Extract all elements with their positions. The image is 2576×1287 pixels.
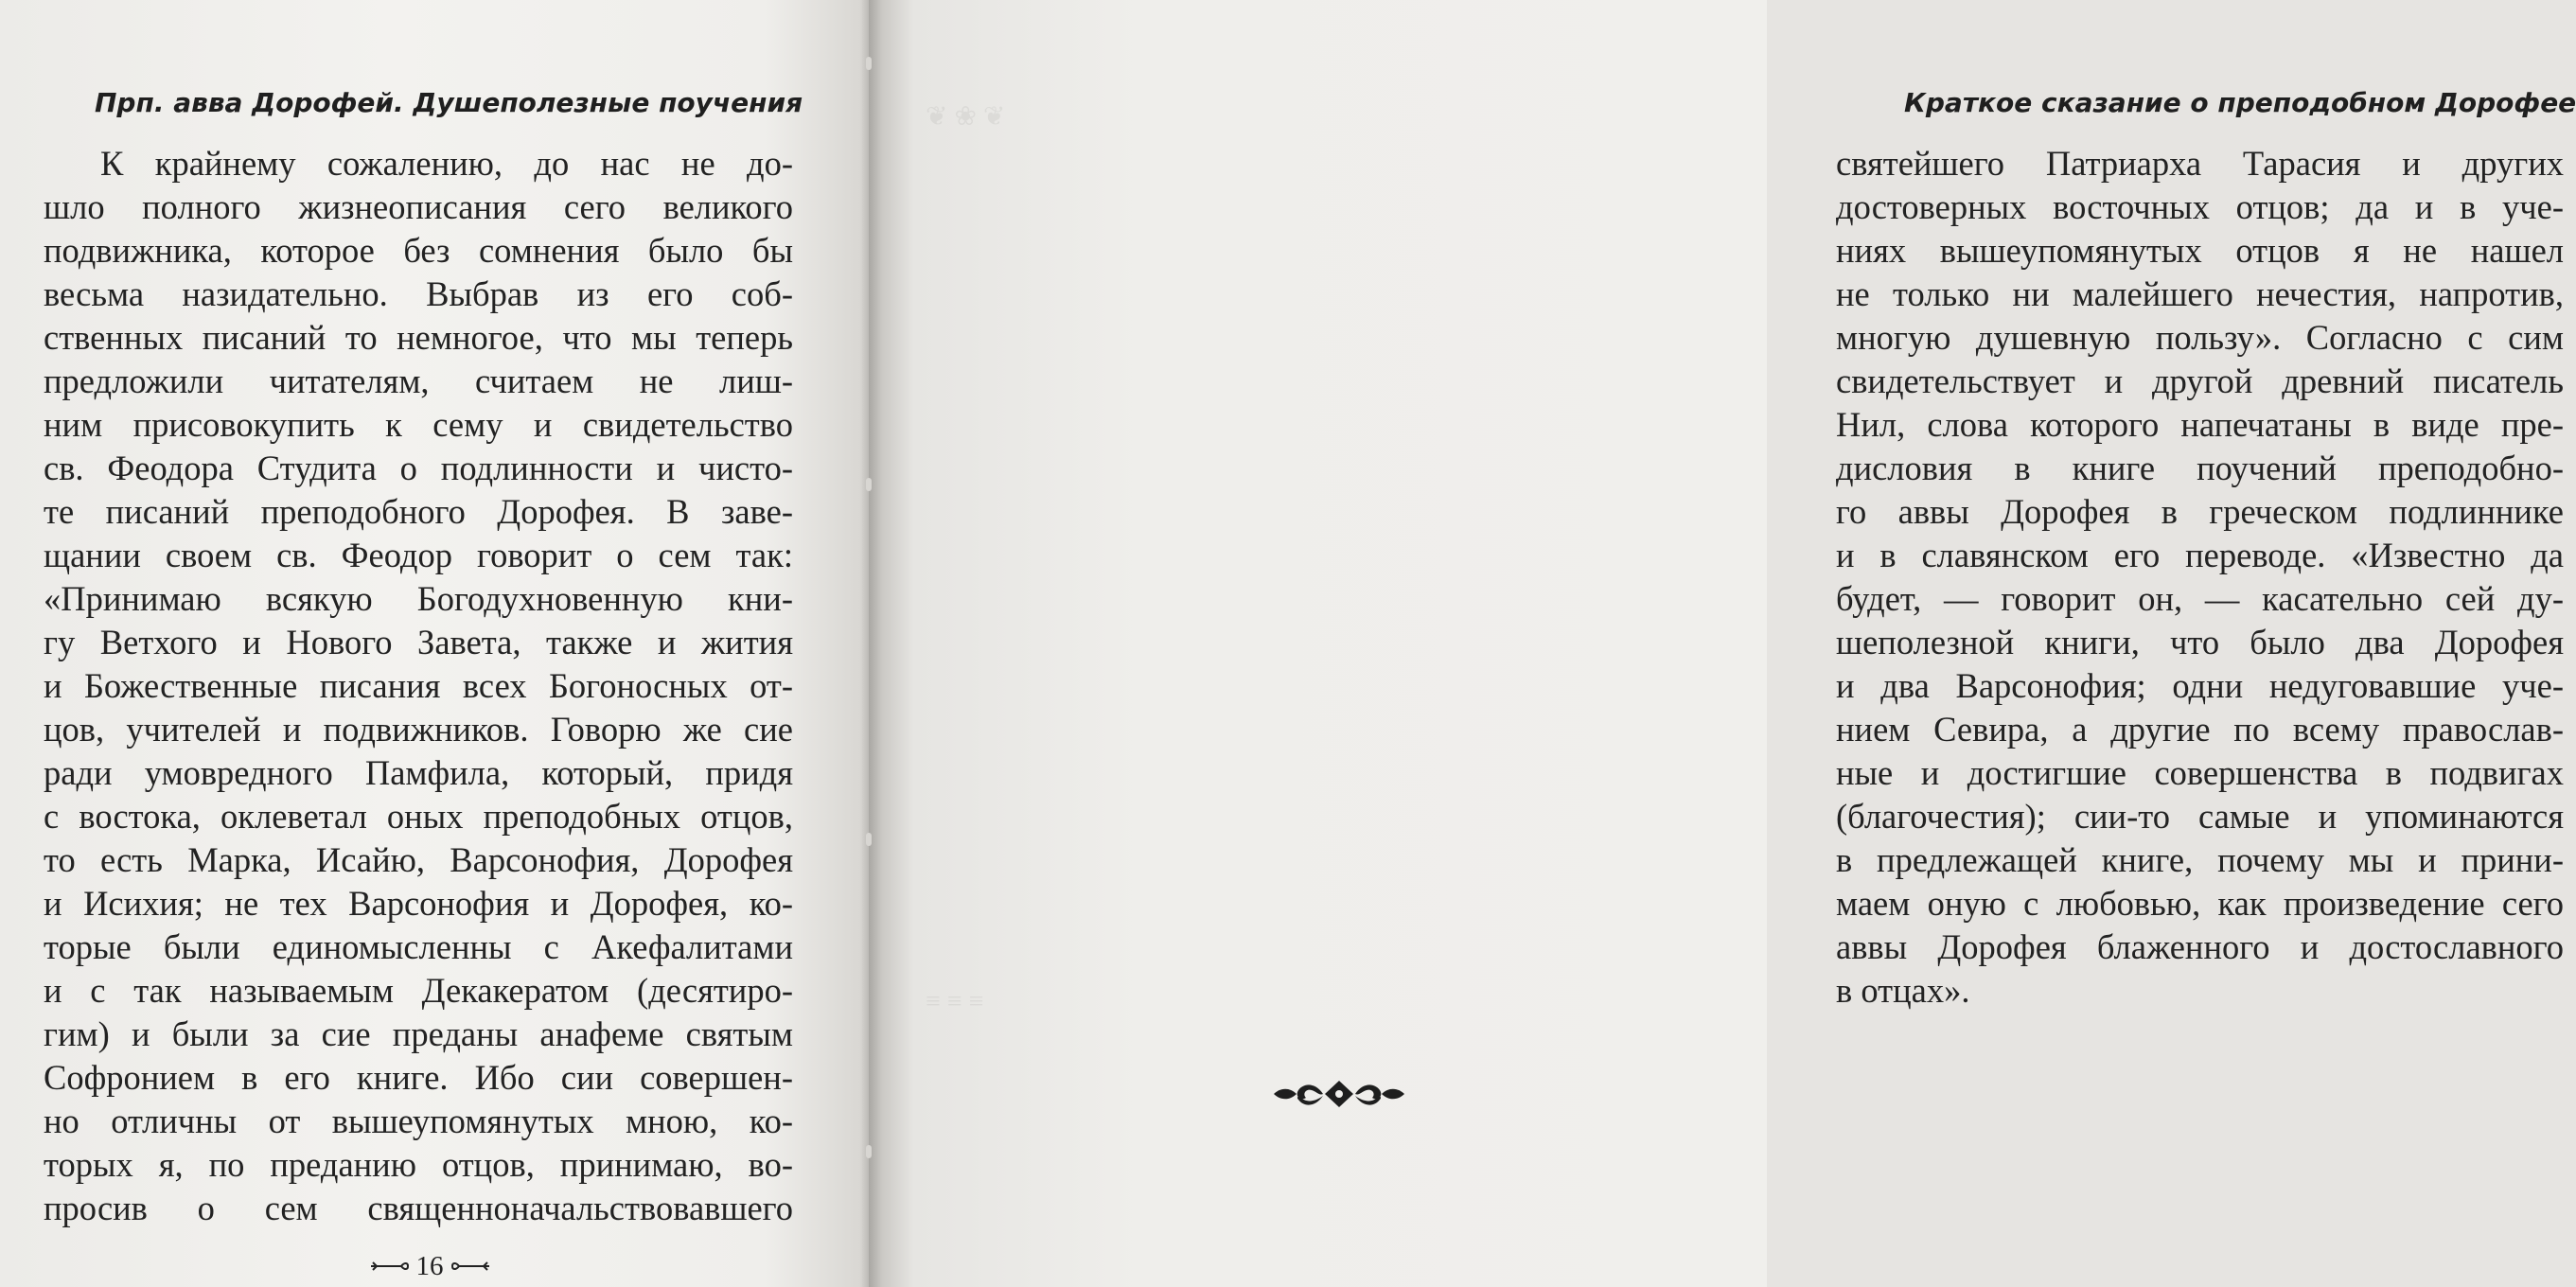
text-line: св. Феодора Студита о подлинности и чисто- <box>44 449 793 487</box>
text-line: но отличны от вышеупомянутых мною, ко- <box>44 1102 793 1140</box>
text-line: ные и достигшие совершенства в подвигах <box>1836 753 2564 792</box>
text-line: и два Варсонофия; одни недуговавшие уче- <box>1836 666 2564 705</box>
left-running-head: Прп. авва Дорофей. Душеполезные поучения <box>95 87 803 118</box>
bleed-through-top: ❦ ❀ ❦ <box>926 102 1006 132</box>
page-number: 16 <box>415 1250 444 1281</box>
left-page <box>0 0 869 1287</box>
text-line: «Принимаю всякую Богодухновенную кни- <box>44 579 793 618</box>
text-line: святейшего Патриарха Тарасия и других <box>1836 144 2564 183</box>
binding-thread <box>866 1145 872 1158</box>
text-line: в предлежащей книге, почему мы и прини- <box>1836 840 2564 879</box>
text-line: шеполезной книги, что было два Дорофея <box>1836 623 2564 661</box>
text-line: гу Ветхого и Нового Завета, также и жития <box>44 623 793 661</box>
text-line: и с так называемым Декакератом (десятиро- <box>44 971 793 1010</box>
text-line: ственных писаний то немногое, что мы теперь <box>44 318 793 357</box>
text-line: аввы Дорофея блаженного и достославного <box>1836 927 2564 966</box>
binding-thread <box>866 478 872 491</box>
text-line: Софронием в его книге. Ибо сии совершен- <box>44 1058 793 1097</box>
text-line: ниях вышеупомянутых отцов я не нашел <box>1836 231 2564 270</box>
left-flourish-icon <box>369 1260 409 1273</box>
text-line: гим) и были за сие преданы анафеме святым <box>44 1014 793 1053</box>
text-line: и в славянском его переводе. «Известно да <box>1836 536 2564 574</box>
binding-thread <box>866 57 872 70</box>
right-running-head: Краткое сказание о преподобном Дорофее <box>1904 87 2576 118</box>
right-flourish-icon <box>451 1260 491 1273</box>
text-line: многую душевную пользу». Согласно с сим <box>1836 318 2564 357</box>
ornamental-divider-icon <box>1268 1075 1410 1113</box>
text-line: ради умовредного Памфила, который, придя <box>44 753 793 792</box>
text-line: дисловия в книге поучений преподобно- <box>1836 449 2564 487</box>
text-line: маем оную с любовью, как произведение сего <box>1836 884 2564 923</box>
text-line: достоверных восточных отцов; да и в уче- <box>1836 187 2564 226</box>
text-line: не только ни малейшего нечестия, напротив, <box>1836 274 2564 313</box>
text-line: и Божественные писания всех Богоносных от- <box>44 666 793 705</box>
right-page-text <box>1836 142 2564 1013</box>
text-line: весьма назидательно. Выбрав из его соб- <box>44 274 793 313</box>
text-line: предложили читателям, считаем не лиш- <box>44 361 793 400</box>
text-line: и Исихия; не тех Варсонофия и Дорофея, ко- <box>44 884 793 923</box>
binding-thread <box>866 833 872 846</box>
text-line: цов, учителей и подвижников. Говорю же сие <box>44 710 793 749</box>
text-line: щании своем св. Феодор говорит о сем так: <box>44 536 793 574</box>
text-line: Нил, слова которого напечатаны в виде пре- <box>1836 405 2564 444</box>
text-line: с востока, оклеветал оных преподобных отцов, <box>44 797 793 836</box>
text-line: в отцах». <box>1836 971 1970 1010</box>
text-line: нием Севира, а другие по всему православ- <box>1836 710 2564 749</box>
text-line: торых я, по преданию отцов, принимаю, во- <box>44 1145 793 1184</box>
text-line: подвижника, которое без сомнения было бы <box>44 231 793 270</box>
left-page-text <box>44 142 793 1230</box>
text-line: ним присовокупить к сему и свидетельство <box>44 405 793 444</box>
bleed-through-bottom: ≡ ≡ ≡ <box>926 987 984 1016</box>
text-line: шло полного жизнеописания сего великого <box>44 187 793 226</box>
text-line: те писаний преподобного Дорофея. В заве- <box>44 492 793 531</box>
text-line: будет, — говорит он, — касательно сей ду- <box>1836 579 2564 618</box>
text-line: го аввы Дорофея в греческом подлиннике <box>1836 492 2564 531</box>
text-line: К крайнему сожалению, до нас не до- <box>100 144 793 183</box>
text-line: свидетельствует и другой древний писатель <box>1836 361 2564 400</box>
text-line: торые были единомысленны с Акефалитами <box>44 927 793 966</box>
text-line: просив о сем священноначальствовавшего <box>44 1189 793 1227</box>
page-number-block <box>363 1251 496 1281</box>
text-line: (благочестия); сии-то самые и упоминаются <box>1836 797 2564 836</box>
text-line: то есть Марка, Исайю, Варсонофия, Дорофея <box>44 840 793 879</box>
